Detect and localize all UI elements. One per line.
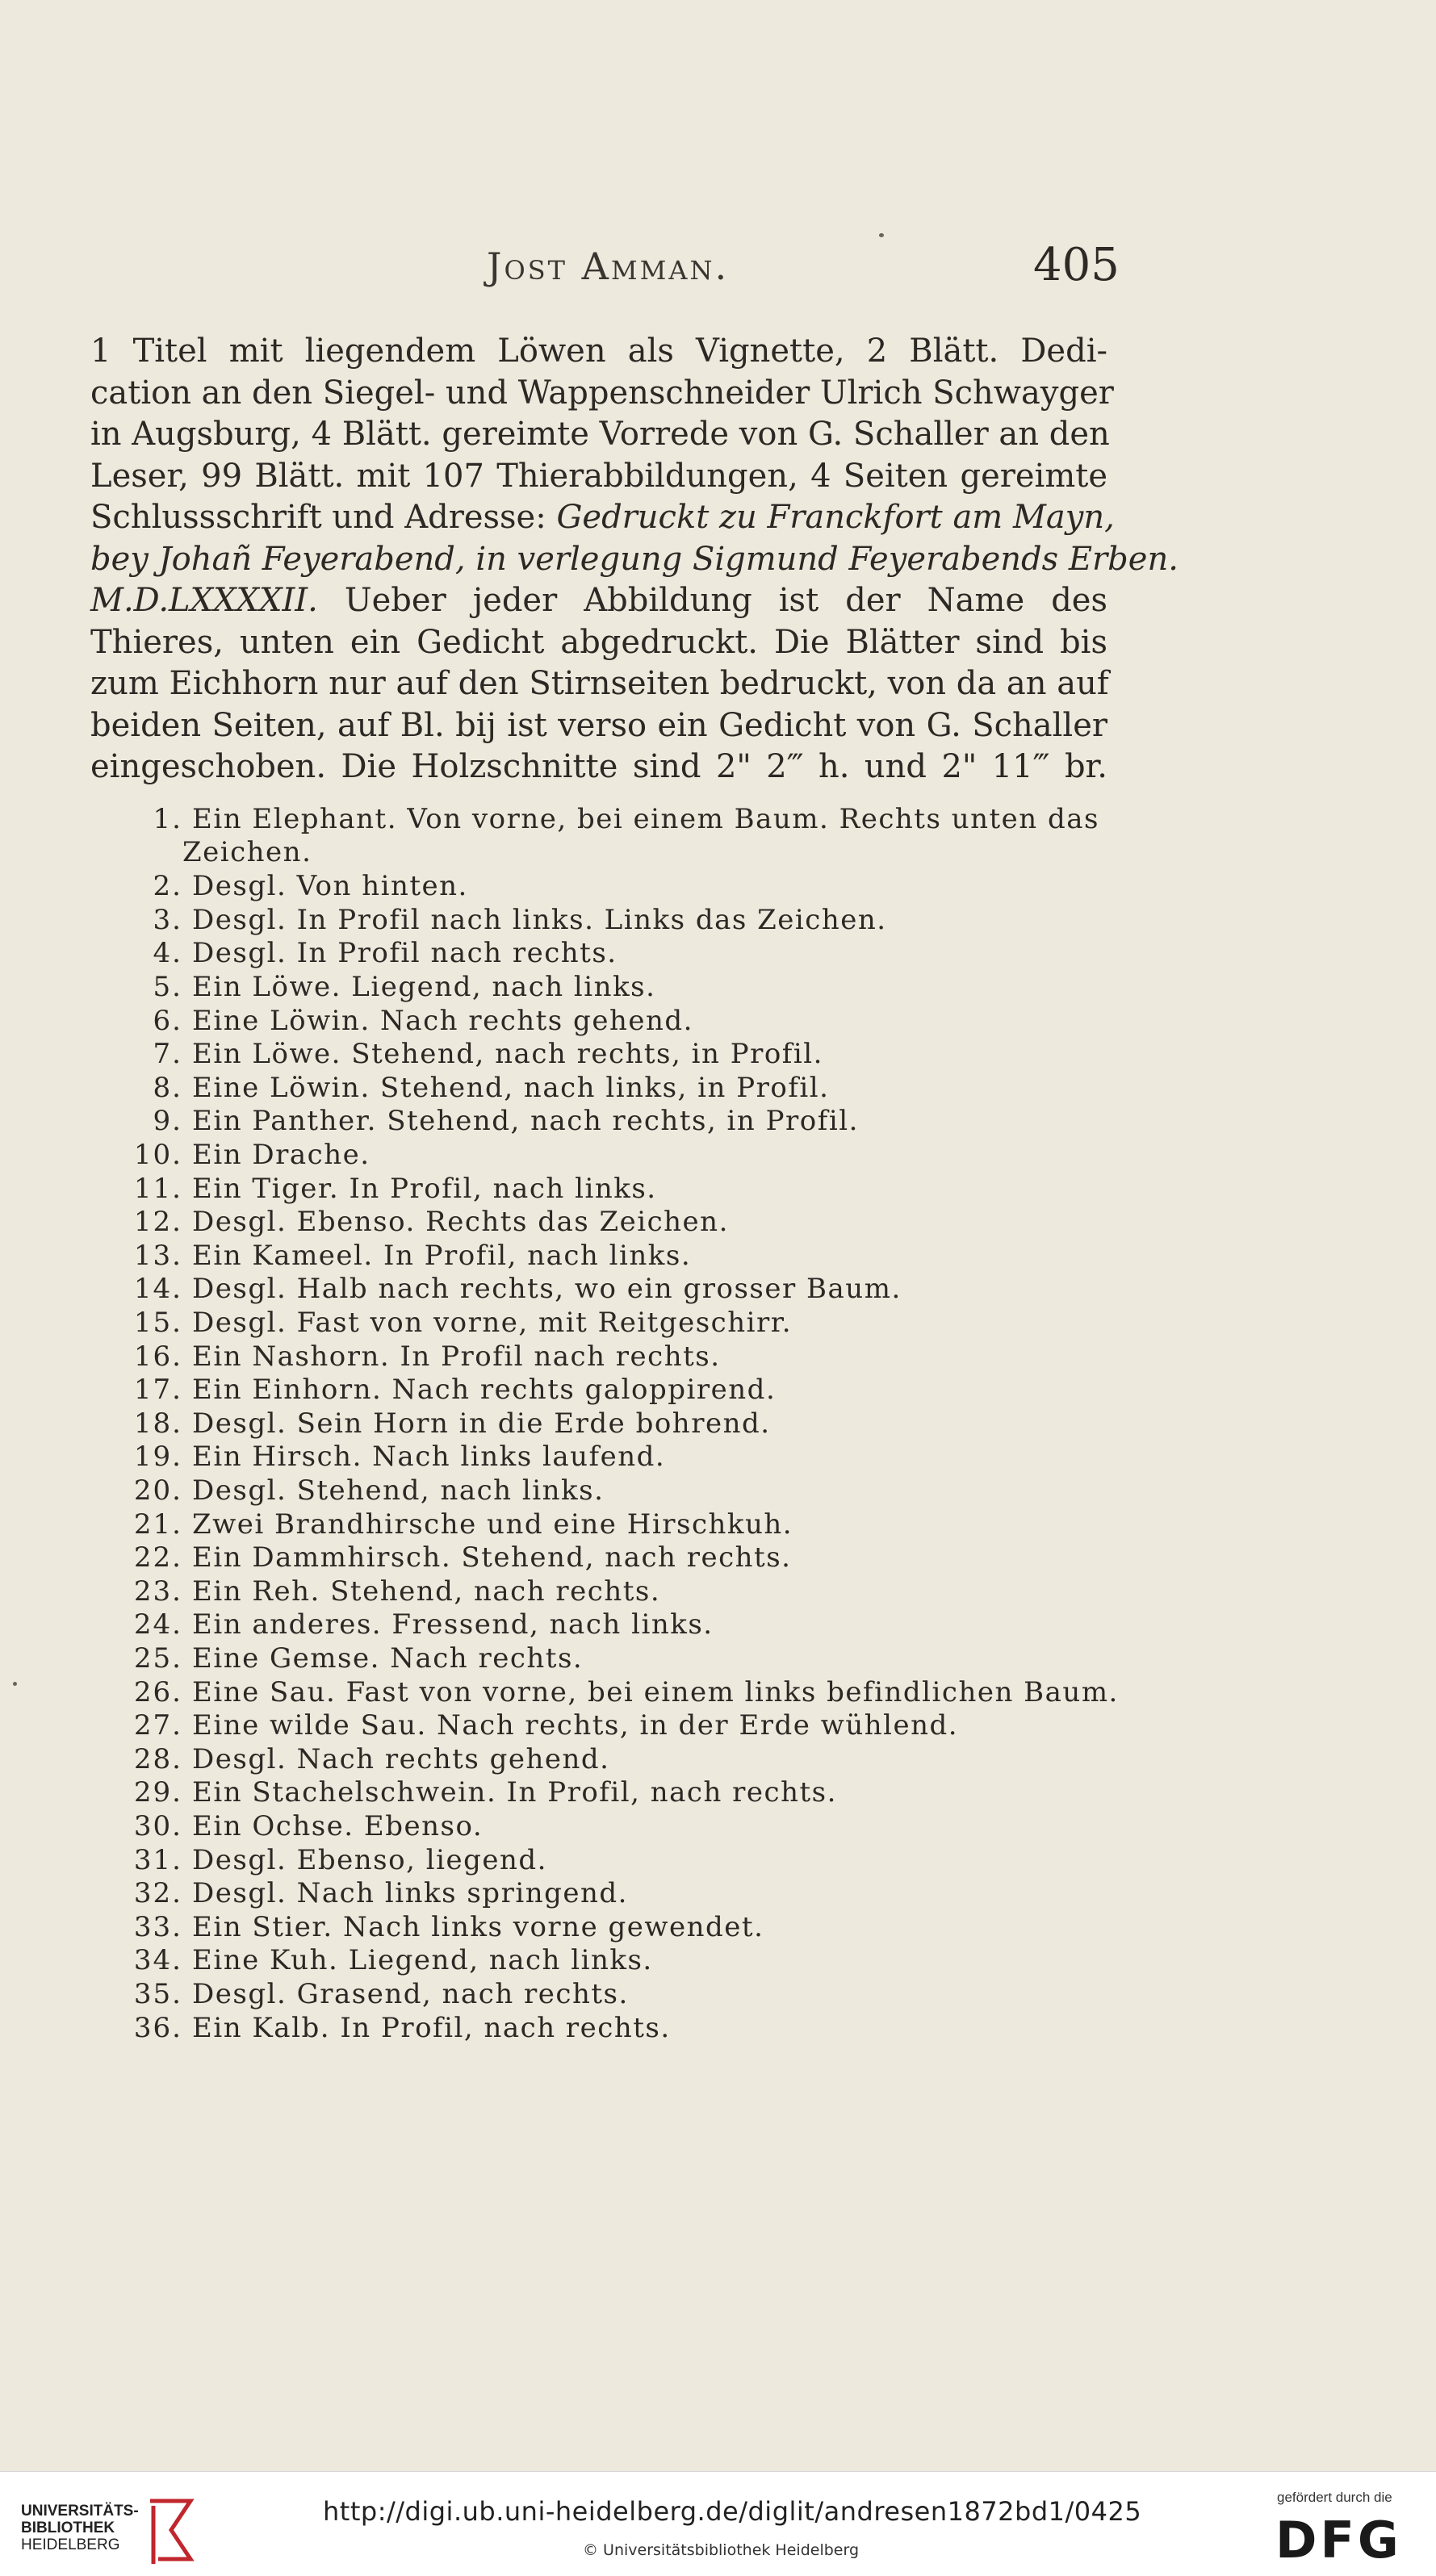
item-text: Eine Löwin. Nach rechts gehend.	[192, 1005, 693, 1037]
item-text: Eine Gemse. Nach rechts.	[192, 1642, 584, 1675]
item-text: Ein Panther. Stehend, nach rechts, in Profil.	[192, 1105, 859, 1137]
item-text: Ein Drache.	[192, 1139, 371, 1171]
item-number: 17.	[133, 1374, 182, 1406]
list-item	[105, 1173, 657, 1205]
item-text: Ein Ochse. Ebenso.	[192, 1810, 484, 1842]
list-item	[105, 1508, 793, 1541]
item-text: Eine Sau. Fast von vorne, bei einem links befindlichen Baum.	[192, 1676, 1119, 1708]
item-text: Ein Reh. Stehend, nach rechts.	[192, 1575, 661, 1608]
item-text: Ein Hirsch. Nach links laufend.	[192, 1441, 666, 1473]
item-text: Ein Löwe. Stehend, nach rechts, in Profil.	[192, 1038, 823, 1070]
list-item	[105, 1340, 721, 1373]
running-head: Jost Amman.	[487, 245, 730, 288]
item-number: 36.	[133, 2012, 182, 2044]
item-text: Desgl. Nach rechts gehend.	[192, 1743, 610, 1775]
item-number: 22.	[133, 1541, 182, 1574]
item-text: Ein Einhorn. Nach rechts galoppirend.	[192, 1374, 777, 1406]
item-number: 31.	[133, 1844, 182, 1876]
item-text: Eine Löwin. Stehend, nach links, in Profil.	[192, 1072, 830, 1104]
item-number: 15.	[133, 1307, 182, 1339]
copyright-notice: © Universitätsbibliothek Heidelberg	[583, 2541, 860, 2559]
list-item	[105, 803, 1099, 868]
list-item	[105, 1911, 764, 1943]
item-text: Ein Dammhirsch. Stehend, nach rechts.	[192, 1541, 792, 1574]
list-item	[105, 1374, 776, 1406]
item-text: Ein Stachelschwein. In Profil, nach rechts.	[192, 1776, 837, 1809]
item-number: 6.	[153, 1005, 182, 1037]
item-number: 33.	[133, 1911, 182, 1943]
item-number: 8.	[153, 1072, 182, 1104]
item-number: 25.	[133, 1642, 182, 1675]
item-text: Desgl. Stehend, nach links.	[192, 1474, 605, 1507]
item-text: Desgl. Nach links springend.	[192, 1877, 628, 1909]
item-number: 34.	[133, 1944, 182, 1976]
item-text: Ein Stier. Nach links vorne gewendet.	[192, 1911, 764, 1943]
list-item	[105, 1240, 691, 1272]
item-text: Desgl. Fast von vorne, mit Reitgeschirr.	[192, 1307, 793, 1339]
list-item	[105, 1709, 958, 1742]
list-item	[105, 1273, 902, 1305]
list-item	[105, 1206, 729, 1238]
list-item	[105, 1810, 483, 1842]
university-mark-icon	[142, 2493, 199, 2567]
list-item	[105, 1441, 665, 1473]
list-item	[105, 1105, 859, 1137]
item-text: Desgl. Ebenso, liegend.	[192, 1844, 547, 1876]
list-item	[105, 1575, 660, 1608]
item-number: 32.	[133, 1877, 182, 1909]
item-text: Eine wilde Sau. Nach rechts, in der Erde wühlend.	[192, 1709, 959, 1742]
list-item	[105, 1307, 792, 1339]
list-item	[105, 1608, 714, 1641]
page-number: 405	[1033, 239, 1120, 291]
item-text: Ein Elephant. Von vorne, bei einem Baum. Rechts unten das	[192, 803, 1099, 835]
item-text: Desgl. In Profil nach rechts.	[192, 937, 618, 969]
paper-speck	[13, 1682, 17, 1686]
item-text: Desgl. Grasend, nach rechts.	[192, 1978, 629, 2010]
item-number: 9.	[153, 1105, 182, 1137]
item-number: 12.	[133, 1206, 182, 1238]
list-item	[105, 1474, 604, 1507]
item-number: 4.	[153, 937, 182, 969]
list-item	[105, 870, 468, 902]
item-number: 11.	[133, 1173, 182, 1205]
intro-line: zum Eichhorn nur auf den Stirnseiten bedruckt, von da an auf	[90, 665, 1109, 702]
item-number: 19.	[133, 1441, 182, 1473]
sponsor-caption: gefördert durch die	[1277, 2490, 1392, 2505]
list-item	[105, 1844, 547, 1876]
item-number: 28.	[133, 1743, 182, 1775]
item-text: Ein Nashorn. In Profil nach rechts.	[192, 1340, 721, 1373]
list-item	[105, 1072, 829, 1104]
list-item	[105, 971, 655, 1003]
item-text: Desgl. Sein Horn in die Erde bohrend.	[192, 1407, 771, 1440]
list-item	[105, 1038, 823, 1070]
item-number: 23.	[133, 1575, 182, 1608]
list-item	[105, 1541, 791, 1574]
item-number: 26.	[133, 1676, 182, 1708]
item-number: 20.	[133, 1474, 182, 1507]
list-item	[105, 904, 887, 936]
item-text: Desgl. Ebenso. Rechts das Zeichen.	[192, 1206, 729, 1238]
item-number: 3.	[153, 904, 182, 936]
permalink-url[interactable]: http://digi.ub.uni-heidelberg.de/diglit/andresen1872bd1/0425	[323, 2496, 1142, 2527]
item-number: 27.	[133, 1709, 182, 1742]
list-item	[105, 1978, 629, 2010]
item-number: 5.	[153, 971, 182, 1003]
list-item	[105, 2012, 671, 2044]
intro-line: bey Johañ Feyerabend, in verlegung Sigmund Feyerabends Erben.	[90, 540, 1179, 578]
footer-bar	[0, 2471, 1436, 2576]
item-number: 7.	[153, 1038, 182, 1070]
intro-line: M.D.LXXXXII. Ueber jeder Abbildung ist der Name des	[90, 582, 1108, 619]
item-text: Ein Kameel. In Profil, nach links.	[192, 1240, 692, 1272]
item-text: Zwei Brandhirsche und eine Hirschkuh.	[192, 1508, 793, 1541]
list-item	[105, 1877, 628, 1909]
intro-paragraph	[90, 331, 1179, 788]
item-text: Ein anderes. Fressend, nach links.	[192, 1608, 714, 1641]
item-number: 16.	[133, 1340, 182, 1373]
item-text-continuation: Zeichen.	[182, 836, 312, 868]
item-number: 1.	[153, 803, 182, 835]
intro-line: beiden Seiten, auf Bl. bij ist verso ein Gedicht von G. Schaller	[90, 706, 1107, 744]
list-item	[105, 1642, 583, 1675]
item-number: 29.	[133, 1776, 182, 1809]
item-text: Desgl. Von hinten.	[192, 870, 468, 902]
item-number: 21.	[133, 1508, 182, 1541]
item-text: Desgl. In Profil nach links. Links das Zeichen.	[192, 904, 887, 936]
university-library-logo[interactable]: UNIVERSITÄTS- BIBLIOTHEK HEIDELBERG	[21, 2503, 139, 2553]
intro-line: Schlussschrift und Adresse: Gedruckt zu Franckfort am Mayn,	[90, 499, 1115, 536]
paper-speck	[879, 233, 884, 237]
item-text: Ein Tiger. In Profil, nach links.	[192, 1173, 657, 1205]
intro-line: cation an den Siegel- und Wappenschneider Ulrich Schwayger	[90, 374, 1114, 412]
intro-line: in Augsburg, 4 Blätt. gereimte Vorrede von G. Schaller an den	[90, 416, 1110, 453]
item-number: 30.	[133, 1810, 182, 1842]
item-number: 24.	[133, 1608, 182, 1641]
intro-line: 1 Titel mit liegendem Löwen als Vignette, 2 Blätt. Dedi-	[90, 332, 1107, 370]
intro-line: Leser, 99 Blätt. mit 107 Thierabbildungen, 4 Seiten gereimte	[90, 457, 1107, 495]
list-item	[105, 1776, 837, 1809]
list-item	[105, 1676, 1119, 1708]
list-item	[105, 1005, 693, 1037]
dfg-logo[interactable]: DFG	[1275, 2511, 1402, 2570]
item-number: 2.	[153, 870, 182, 902]
list-item	[105, 1743, 609, 1775]
item-text: Ein Löwe. Liegend, nach links.	[192, 971, 656, 1003]
intro-line: Thieres, unten ein Gedicht abgedruckt. Die Blätter sind bis	[90, 623, 1107, 661]
item-number: 14.	[133, 1273, 182, 1305]
item-number: 13.	[133, 1240, 182, 1272]
list-item	[105, 1139, 371, 1171]
list-item	[105, 937, 618, 969]
list-item	[105, 1407, 771, 1440]
item-text: Ein Kalb. In Profil, nach rechts.	[192, 2012, 671, 2044]
intro-line: eingeschoben. Die Holzschnitte sind 2" 2‴ h. und 2" 11‴ br.	[90, 748, 1107, 785]
list-item	[105, 1944, 653, 1976]
item-number: 18.	[133, 1407, 182, 1440]
item-number: 10.	[133, 1139, 182, 1171]
item-text: Eine Kuh. Liegend, nach links.	[192, 1944, 653, 1976]
item-text: Desgl. Halb nach rechts, wo ein grosser Baum.	[192, 1273, 902, 1305]
item-number: 35.	[133, 1978, 182, 2010]
